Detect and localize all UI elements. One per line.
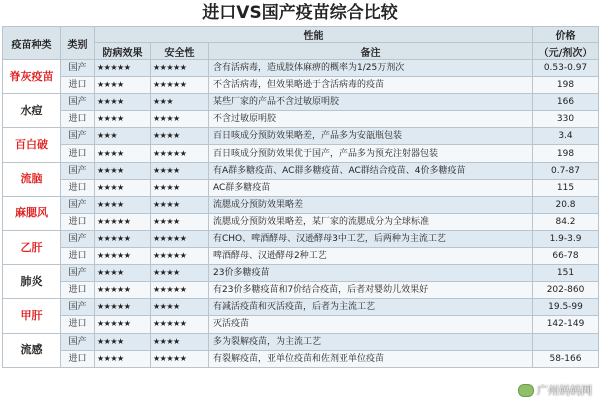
vaccine-name: 流感 [3, 333, 61, 367]
price-cell [533, 333, 599, 350]
safety-rating: ★★★★ [151, 213, 209, 230]
safety-rating: ★★★★ [151, 162, 209, 179]
efficacy-rating: ★★★★ [95, 179, 151, 196]
price-cell: 115 [533, 179, 599, 196]
safety-rating: ★★★★ [151, 128, 209, 145]
category-cell: 进口 [61, 350, 95, 367]
table-row [3, 248, 599, 265]
table-row [3, 316, 599, 333]
price-cell: 0.53-0.97 [533, 60, 599, 77]
category-cell: 进口 [61, 316, 95, 333]
category-cell: 国产 [61, 94, 95, 111]
vaccine-name: 水痘 [3, 94, 61, 128]
efficacy-rating: ★★★★ [95, 94, 151, 111]
efficacy-rating: ★★★★ [95, 265, 151, 282]
header-efficacy: 防病效果 [95, 43, 151, 60]
price-cell: 198 [533, 145, 599, 162]
header-remarks: 备注 [209, 43, 533, 60]
table-row [3, 94, 599, 111]
safety-rating: ★★★★★ [151, 145, 209, 162]
remark-cell: 流腮成分预防效果略差，某厂家的流腮成分为全球标准 [209, 213, 533, 230]
header-price: 价格 [533, 27, 599, 43]
safety-rating: ★★★★★ [151, 350, 209, 367]
remark-cell: 某些厂家的产品不含过敏原明胶 [209, 94, 533, 111]
safety-rating: ★★★ [151, 94, 209, 111]
vaccine-name: 甲肝 [3, 299, 61, 333]
price-cell: 66-78 [533, 248, 599, 265]
remark-cell: AC群多糖疫苗 [209, 179, 533, 196]
category-cell: 国产 [61, 128, 95, 145]
remark-cell: 23价多糖疫苗 [209, 265, 533, 282]
safety-rating: ★★★★ [151, 265, 209, 282]
category-cell: 国产 [61, 265, 95, 282]
table-row [3, 111, 599, 128]
vaccine-name: 流脑 [3, 162, 61, 196]
category-cell: 进口 [61, 248, 95, 265]
table-row [3, 128, 599, 145]
table-row [3, 60, 599, 77]
safety-rating: ★★★★★ [151, 316, 209, 333]
table-row [3, 162, 599, 179]
table-row [3, 77, 599, 94]
safety-rating: ★★★★★ [151, 77, 209, 94]
efficacy-rating: ★★★★★ [95, 60, 151, 77]
price-cell: 20.8 [533, 196, 599, 213]
price-cell: 0.7-87 [533, 162, 599, 179]
safety-rating: ★★★★ [151, 111, 209, 128]
price-cell: 330 [533, 111, 599, 128]
remark-cell: 啤酒酵母、汉逊酵母2种工艺 [209, 248, 533, 265]
header-category: 类别 [61, 27, 95, 60]
efficacy-rating: ★★★★ [95, 162, 151, 179]
safety-rating: ★★★★ [151, 179, 209, 196]
safety-rating: ★★★★★ [151, 230, 209, 247]
efficacy-rating: ★★★★ [95, 77, 151, 94]
remark-cell: 含有活病毒，造成肢体麻痹的概率为1/25万剂次 [209, 60, 533, 77]
remark-cell: 灭活疫苗 [209, 316, 533, 333]
price-cell: 58-166 [533, 350, 599, 367]
page-title: 进口VS国产疫苗综合比较 [202, 3, 398, 23]
efficacy-rating: ★★★★★ [95, 299, 151, 316]
safety-rating: ★★★★★ [151, 282, 209, 299]
table-row [3, 230, 599, 247]
price-cell: 3.4 [533, 128, 599, 145]
remark-cell: 不含过敏原明胶 [209, 111, 533, 128]
remark-cell: 有减活疫苗和灭活疫苗，后者为主流工艺 [209, 299, 533, 316]
price-cell: 1.9-3.9 [533, 230, 599, 247]
table-row [3, 282, 599, 299]
category-cell: 国产 [61, 230, 95, 247]
price-cell: 151 [533, 265, 599, 282]
table-row [3, 333, 599, 350]
efficacy-rating: ★★★★★ [95, 316, 151, 333]
table-row [3, 196, 599, 213]
price-cell: 142-149 [533, 316, 599, 333]
remark-cell: 有A群多糖疫苗、AC群多糖疫苗、AC群结合疫苗、4价多糖疫苗 [209, 162, 533, 179]
category-cell: 进口 [61, 213, 95, 230]
header-safety: 安全性 [151, 43, 209, 60]
remark-cell: 有CHO、啤酒酵母、汉逊酵母3中工艺，后两种为主流工艺 [209, 230, 533, 247]
vaccine-comparison-table [2, 26, 599, 368]
efficacy-rating: ★★★★★ [95, 230, 151, 247]
safety-rating: ★★★★★ [151, 60, 209, 77]
category-cell: 进口 [61, 111, 95, 128]
vaccine-name: 乙肝 [3, 230, 61, 264]
table-row [3, 145, 599, 162]
remark-cell: 流腮成分预防效果略差 [209, 196, 533, 213]
remark-cell: 百日咳成分预防效果略差，产品多为安瓿瓶包装 [209, 128, 533, 145]
header-performance: 性能 [95, 27, 533, 43]
remark-cell: 有23价多糖疫苗和7价结合疫苗，后者对婴幼儿效果好 [209, 282, 533, 299]
header-vaccine-type: 疫苗种类 [3, 27, 61, 60]
efficacy-rating: ★★★★★ [95, 282, 151, 299]
safety-rating: ★★★★ [151, 196, 209, 213]
category-cell: 国产 [61, 60, 95, 77]
table-row [3, 350, 599, 367]
price-cell: 84.2 [533, 213, 599, 230]
category-cell: 进口 [61, 145, 95, 162]
efficacy-rating: ★★★★ [95, 196, 151, 213]
watermark-text: 广州妈妈网 [537, 384, 592, 397]
efficacy-rating: ★★★★★ [95, 248, 151, 265]
price-cell: 166 [533, 94, 599, 111]
category-cell: 国产 [61, 196, 95, 213]
table-row [3, 179, 599, 196]
safety-rating: ★★★★ [151, 299, 209, 316]
price-cell: 19.5-99 [533, 299, 599, 316]
category-cell: 国产 [61, 299, 95, 316]
category-cell: 进口 [61, 282, 95, 299]
efficacy-rating: ★★★★★ [95, 213, 151, 230]
category-cell: 进口 [61, 77, 95, 94]
category-cell: 国产 [61, 162, 95, 179]
vaccine-name: 肺炎 [3, 265, 61, 299]
price-cell: 198 [533, 77, 599, 94]
remark-cell: 百日咳成分预防效果优于国产，产品多为预充注射器包装 [209, 145, 533, 162]
efficacy-rating: ★★★★ [95, 145, 151, 162]
efficacy-rating: ★★★★ [95, 350, 151, 367]
efficacy-rating: ★★★ [95, 128, 151, 145]
vaccine-name: 麻腮风 [3, 196, 61, 230]
table-row [3, 265, 599, 282]
table-row [3, 213, 599, 230]
remark-cell: 有裂解疫苗，亚单位疫苗和佐剂亚单位疫苗 [209, 350, 533, 367]
category-cell: 国产 [61, 333, 95, 350]
price-cell: 202-860 [533, 282, 599, 299]
efficacy-rating: ★★★★ [95, 111, 151, 128]
efficacy-rating: ★★★★ [95, 333, 151, 350]
remark-cell: 多为裂解疫苗，为主流工艺 [209, 333, 533, 350]
vaccine-name: 脊灰疫苗 [3, 60, 61, 94]
safety-rating: ★★★★ [151, 333, 209, 350]
header-price-unit: （元/剂次） [533, 43, 599, 60]
safety-rating: ★★★★★ [151, 248, 209, 265]
table-row [3, 299, 599, 316]
table-body [3, 60, 599, 368]
wechat-icon [518, 384, 534, 397]
remark-cell: 不含活病毒，但效果略逊于含活病毒的疫苗 [209, 77, 533, 94]
category-cell: 进口 [61, 179, 95, 196]
vaccine-name: 百白破 [3, 128, 61, 162]
watermark [518, 382, 592, 398]
